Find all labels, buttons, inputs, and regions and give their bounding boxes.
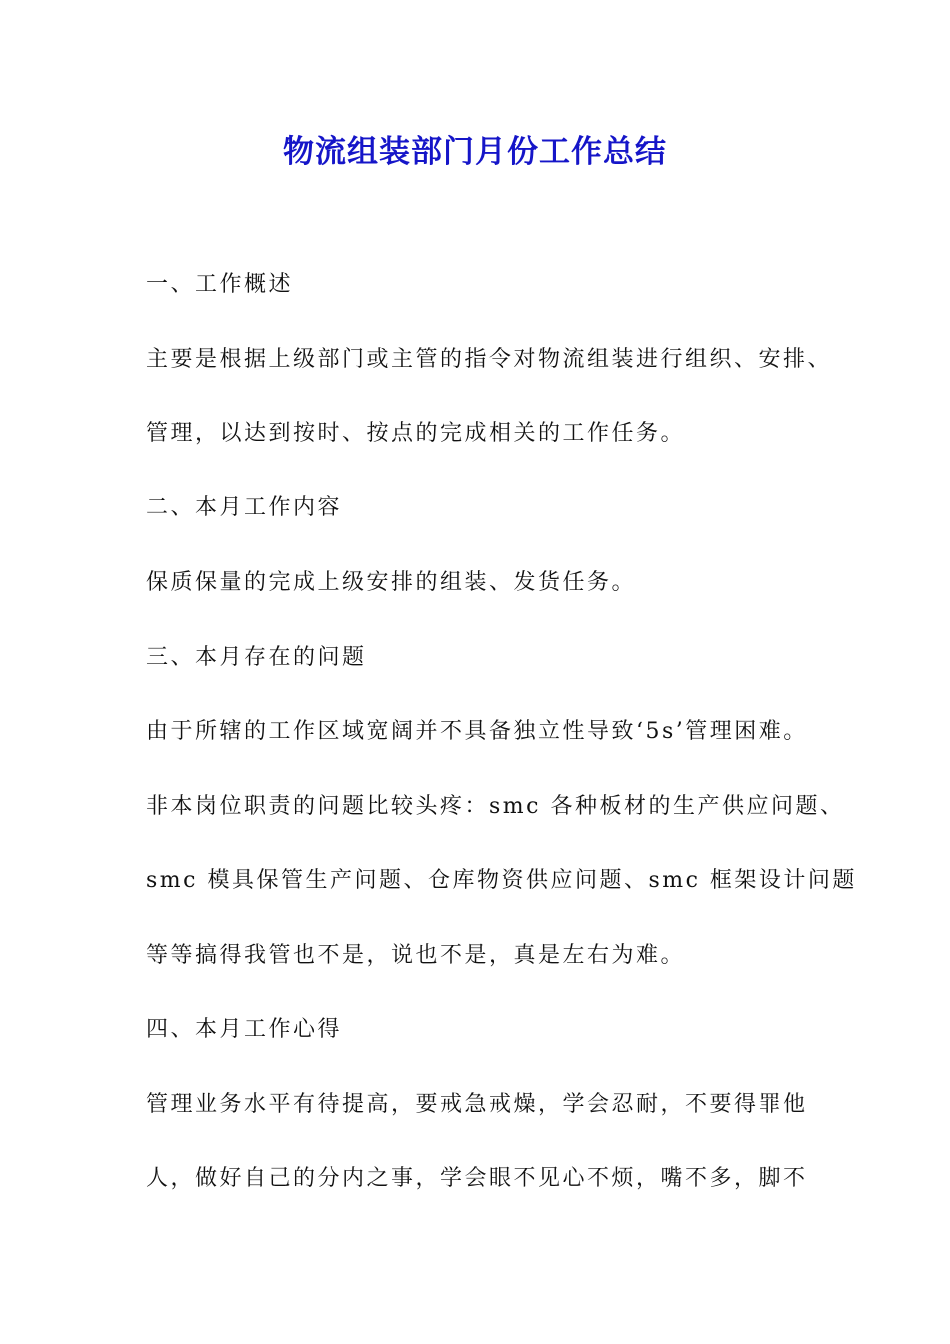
body-line: smc 模具保管生产问题、仓库物资供应问题、smc 框架设计问题 <box>146 868 857 893</box>
section-heading-monthly-work: 二、本月工作内容 <box>146 495 343 520</box>
body-line: 管理，以达到按时、按点的完成相关的工作任务。 <box>146 421 686 446</box>
body-line: 等等搞得我管也不是，说也不是，真是左右为难。 <box>146 943 686 968</box>
body-line: 非本岗位职责的问题比较头疼：smc 各种板材的生产供应问题、 <box>146 794 845 819</box>
body-line: 保质保量的完成上级安排的组装、发货任务。 <box>146 570 637 595</box>
body-line: 主要是根据上级部门或主管的指令对物流组装进行组织、安排、 <box>146 347 833 372</box>
body-line: 由于所辖的工作区域宽阔并不具备独立性导致‘5s’管理困难。 <box>146 719 808 744</box>
body-line: 人，做好自己的分内之事，学会眼不见心不烦，嘴不多，脚不 <box>146 1166 808 1191</box>
section-heading-overview: 一、工作概述 <box>146 272 294 297</box>
body-line: 管理业务水平有待提高，要戒急戒燥，学会忍耐，不要得罪他 <box>146 1092 808 1117</box>
document-title: 物流组装部门月份工作总结 <box>283 134 667 170</box>
section-heading-problems: 三、本月存在的问题 <box>146 645 367 670</box>
section-heading-insights: 四、本月工作心得 <box>146 1017 343 1042</box>
